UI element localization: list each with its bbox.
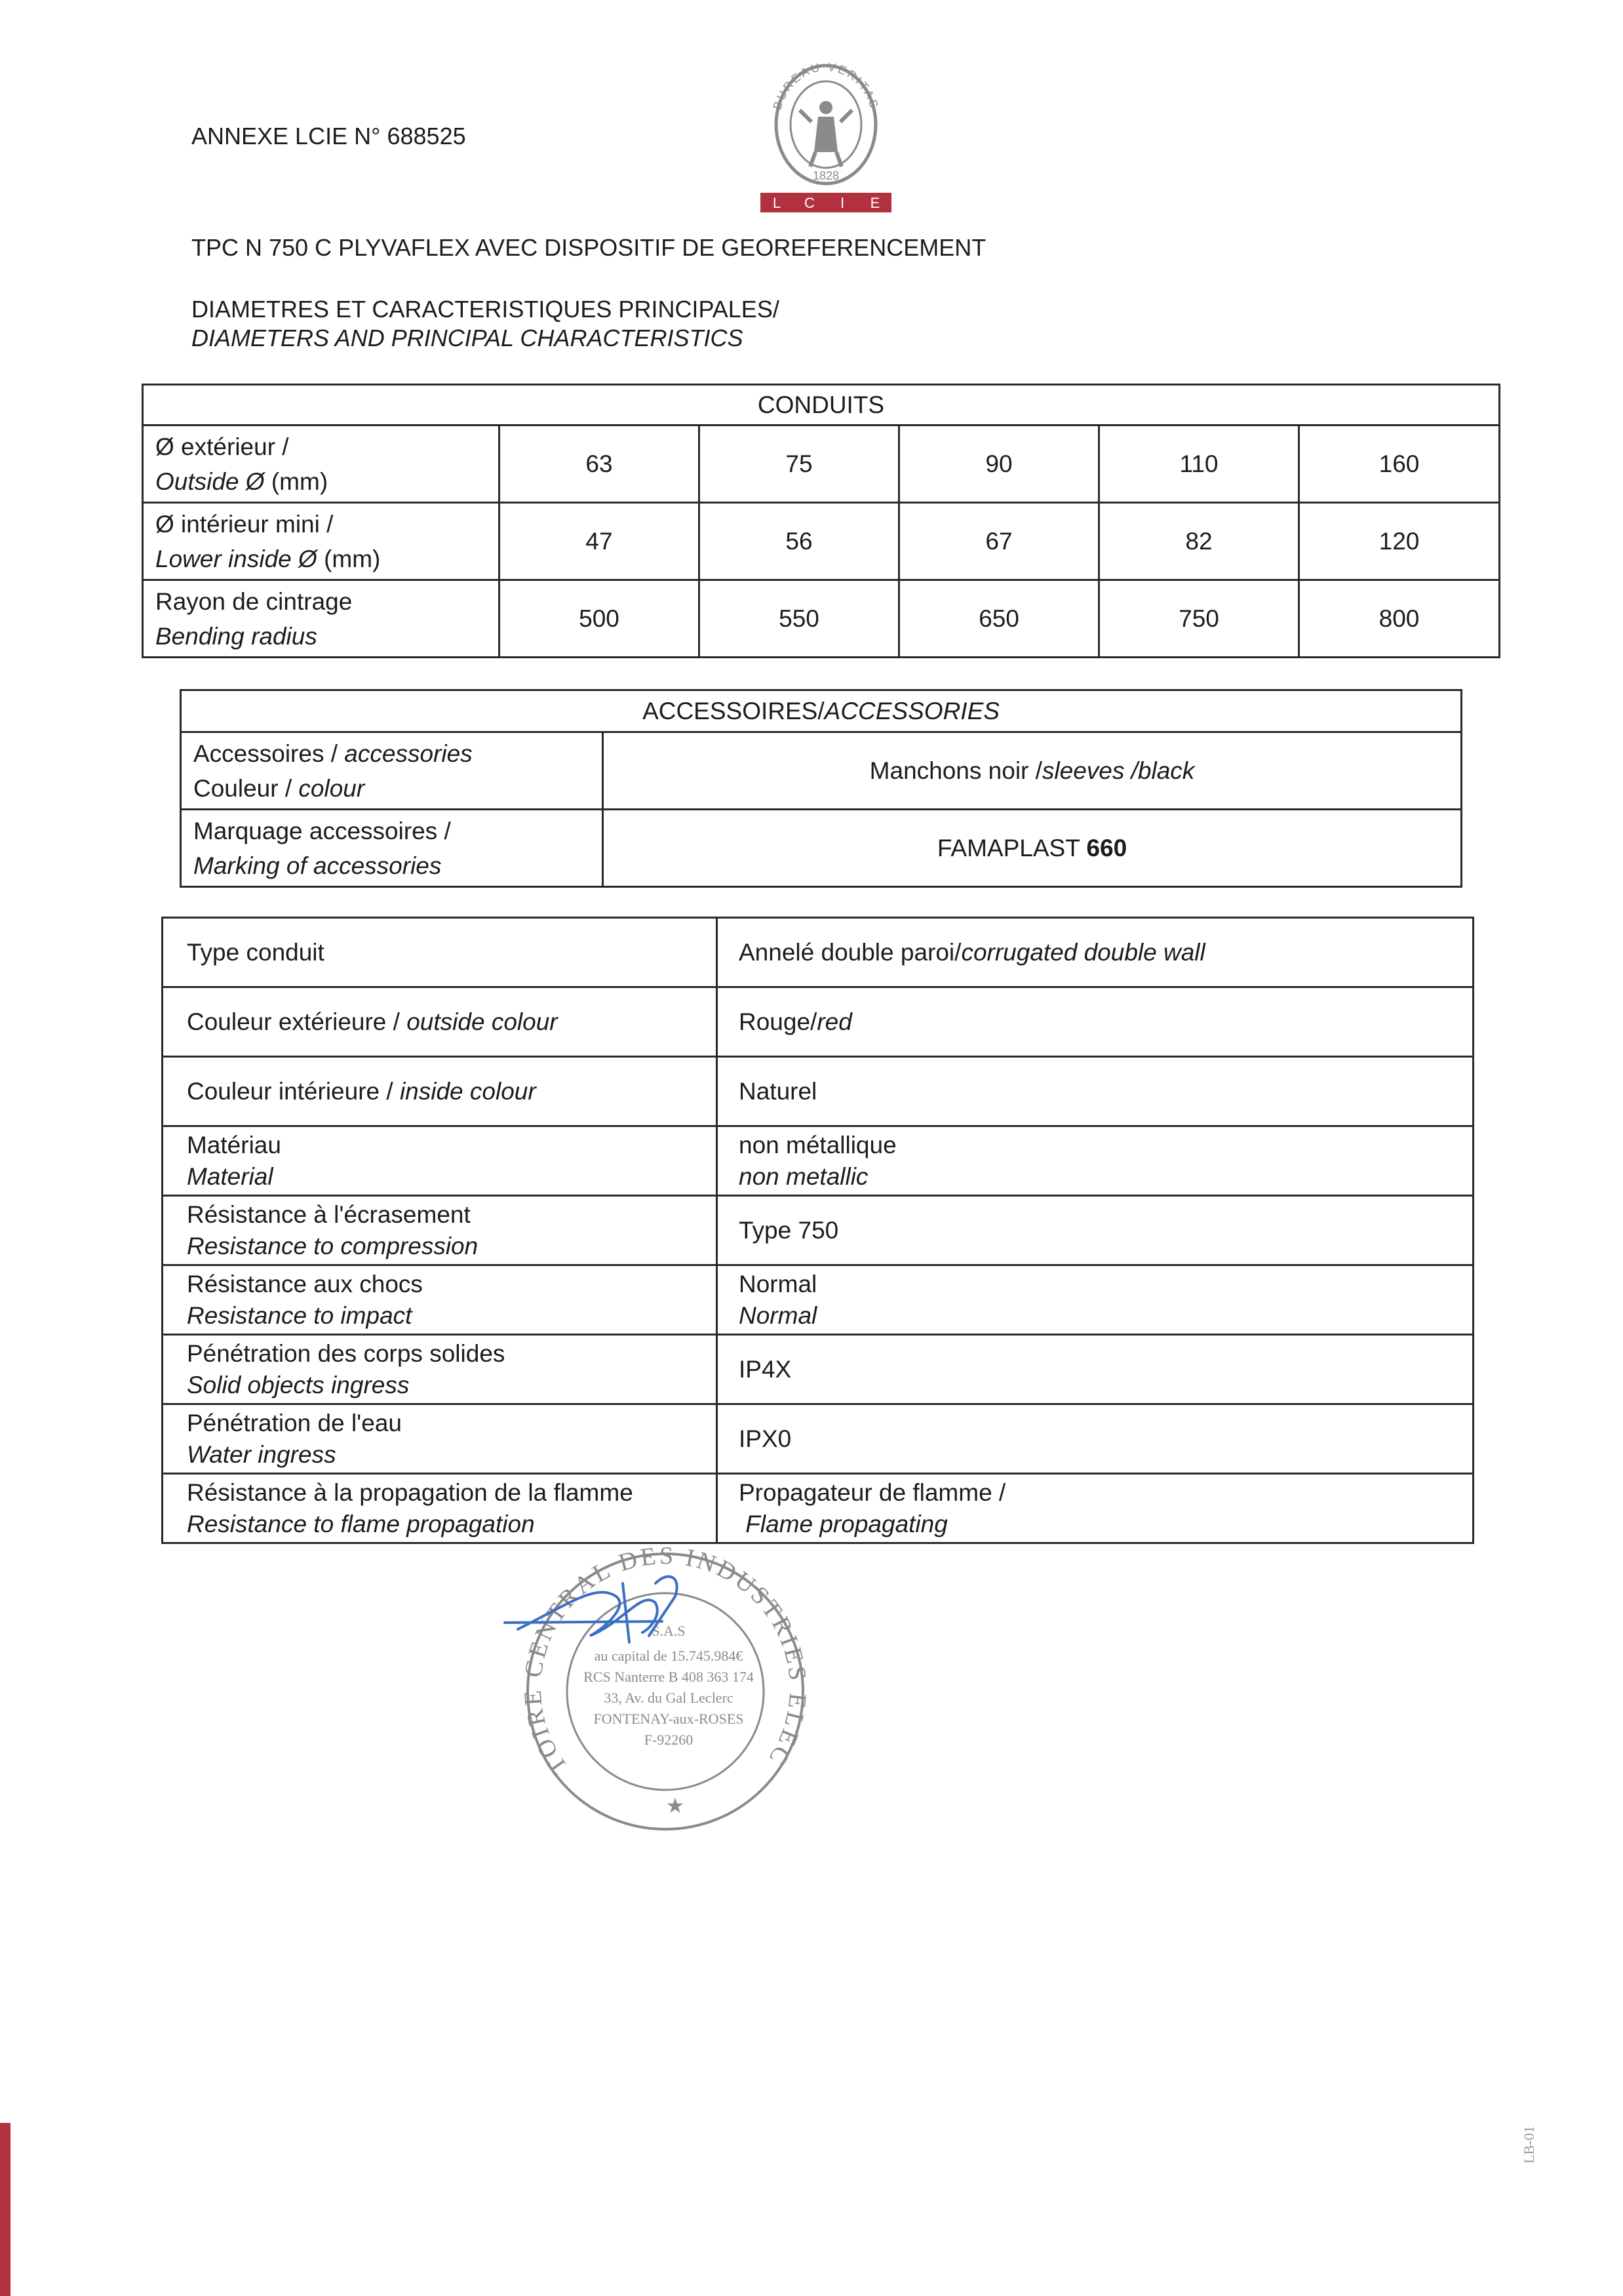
table-row — [163, 1474, 1474, 1543]
stamp-line: au capital de 15.745.984€ — [594, 1648, 743, 1664]
row-value: Naturel — [717, 1057, 1474, 1126]
logo-ring-text: BUREAU VERITAS — [770, 60, 882, 111]
cell-value: 750 — [1099, 580, 1299, 658]
bureau-veritas-logo — [747, 54, 905, 218]
annex-number: ANNEXE LCIE N° 688525 — [191, 123, 466, 149]
accessories-title: ACCESSOIRES/ACCESSORIES — [181, 690, 1462, 732]
stamp-line: 33, Av. du Gal Leclerc — [604, 1690, 733, 1706]
cell-value: 82 — [1099, 503, 1299, 580]
company-stamp — [492, 1544, 832, 1839]
cell-value: 67 — [899, 503, 1099, 580]
lcie-letter: L — [772, 195, 781, 211]
row-label: Résistance à la propagation de la flamme Resistance to flame propagation — [163, 1474, 717, 1543]
lcie-letter: I — [840, 195, 845, 211]
table-row — [181, 810, 1462, 887]
row-label: Résistance aux chocs Resistance to impact — [163, 1265, 717, 1335]
stamp-line: RCS Nanterre B 408 363 174 — [583, 1669, 754, 1685]
cell-value: 47 — [499, 503, 699, 580]
accessories-table — [180, 689, 1462, 888]
product-title: TPC N 750 C PLYVAFLEX AVEC DISPOSITIF DE GEOREFERENCEMENT — [191, 234, 987, 261]
lcie-letter: E — [870, 195, 880, 211]
stamp-line: F-92260 — [644, 1732, 694, 1748]
row-value: non métallique non metallic — [717, 1126, 1474, 1196]
row-label: Type conduit — [163, 918, 717, 987]
logo-graphic — [747, 54, 905, 218]
lcie-letter: C — [804, 195, 815, 211]
row-value: Annelé double paroi/corrugated double wall — [717, 918, 1474, 987]
row-value: Type 750 — [717, 1196, 1474, 1265]
row-label: Couleur extérieure / outside colour — [163, 987, 717, 1057]
row-label: Pénétration des corps solides Solid objects ingress — [163, 1335, 717, 1404]
cell-value: 500 — [499, 580, 699, 658]
cell-value: 56 — [699, 503, 899, 580]
section-title-fr: DIAMETRES ET CARACTERISTIQUES PRINCIPALES/ — [191, 296, 779, 323]
section-title-en: DIAMETERS AND PRINCIPAL CHARACTERISTICS — [191, 325, 743, 351]
row-label: Résistance à l'écrasement Resistance to compression — [163, 1196, 717, 1265]
table-row — [163, 1404, 1474, 1474]
cell-value: 550 — [699, 580, 899, 658]
row-value: Rouge/red — [717, 987, 1474, 1057]
table-row — [163, 1335, 1474, 1404]
table-row — [163, 987, 1474, 1057]
stamp-line: FONTENAY-aux-ROSES — [593, 1711, 744, 1727]
table-row — [163, 1057, 1474, 1126]
table-row — [181, 732, 1462, 810]
row-label: Accessoires / accessories Couleur / colour — [181, 732, 603, 810]
table-row — [163, 1265, 1474, 1335]
table-row — [163, 1196, 1474, 1265]
row-label: Pénétration de l'eau Water ingress — [163, 1404, 717, 1474]
logo-year: 1828 — [812, 169, 840, 182]
cell-value: FAMAPLAST 660 — [603, 810, 1462, 887]
cell-value: 120 — [1299, 503, 1500, 580]
cell-value: 160 — [1299, 426, 1500, 503]
cell-value: 63 — [499, 426, 699, 503]
table-row — [143, 426, 1500, 503]
row-label: Rayon de cintrage Bending radius — [143, 580, 499, 658]
stamp-line: S.A.S — [652, 1623, 686, 1639]
table-row — [143, 503, 1500, 580]
cell-value: 75 — [699, 426, 899, 503]
row-label: Couleur intérieure / inside colour — [163, 1057, 717, 1126]
row-value: IPX0 — [717, 1404, 1474, 1474]
cell-value: Manchons noir /sleeves /black — [603, 732, 1462, 810]
row-label: Ø intérieur mini / Lower inside Ø (mm) — [143, 503, 499, 580]
conduits-title: CONDUITS — [143, 385, 1500, 426]
corner-code: LB-01 — [1521, 2126, 1537, 2164]
cell-value: 800 — [1299, 580, 1500, 658]
row-value: IP4X — [717, 1335, 1474, 1404]
signature — [492, 1544, 832, 1839]
cell-value: 110 — [1099, 426, 1299, 503]
row-value: Normal Normal — [717, 1265, 1474, 1335]
row-label: Ø extérieur / Outside Ø (mm) — [143, 426, 499, 503]
star-icon: ★ — [665, 1793, 685, 1818]
cell-value: 650 — [899, 580, 1099, 658]
table-row — [143, 580, 1500, 658]
row-value: Propagateur de flamme / Flame propagating — [717, 1474, 1474, 1543]
stamp-ring-text: TOIRE CENTRAL DES INDUSTRIES ELEC — [518, 1544, 812, 1780]
characteristics-table — [161, 917, 1474, 1544]
row-label: Matériau Material — [163, 1126, 717, 1196]
table-row — [163, 918, 1474, 987]
left-edge-marker — [0, 2123, 10, 2296]
conduits-table — [142, 384, 1500, 658]
table-row — [163, 1126, 1474, 1196]
cell-value: 90 — [899, 426, 1099, 503]
row-label: Marquage accessoires / Marking of accessories — [181, 810, 603, 887]
